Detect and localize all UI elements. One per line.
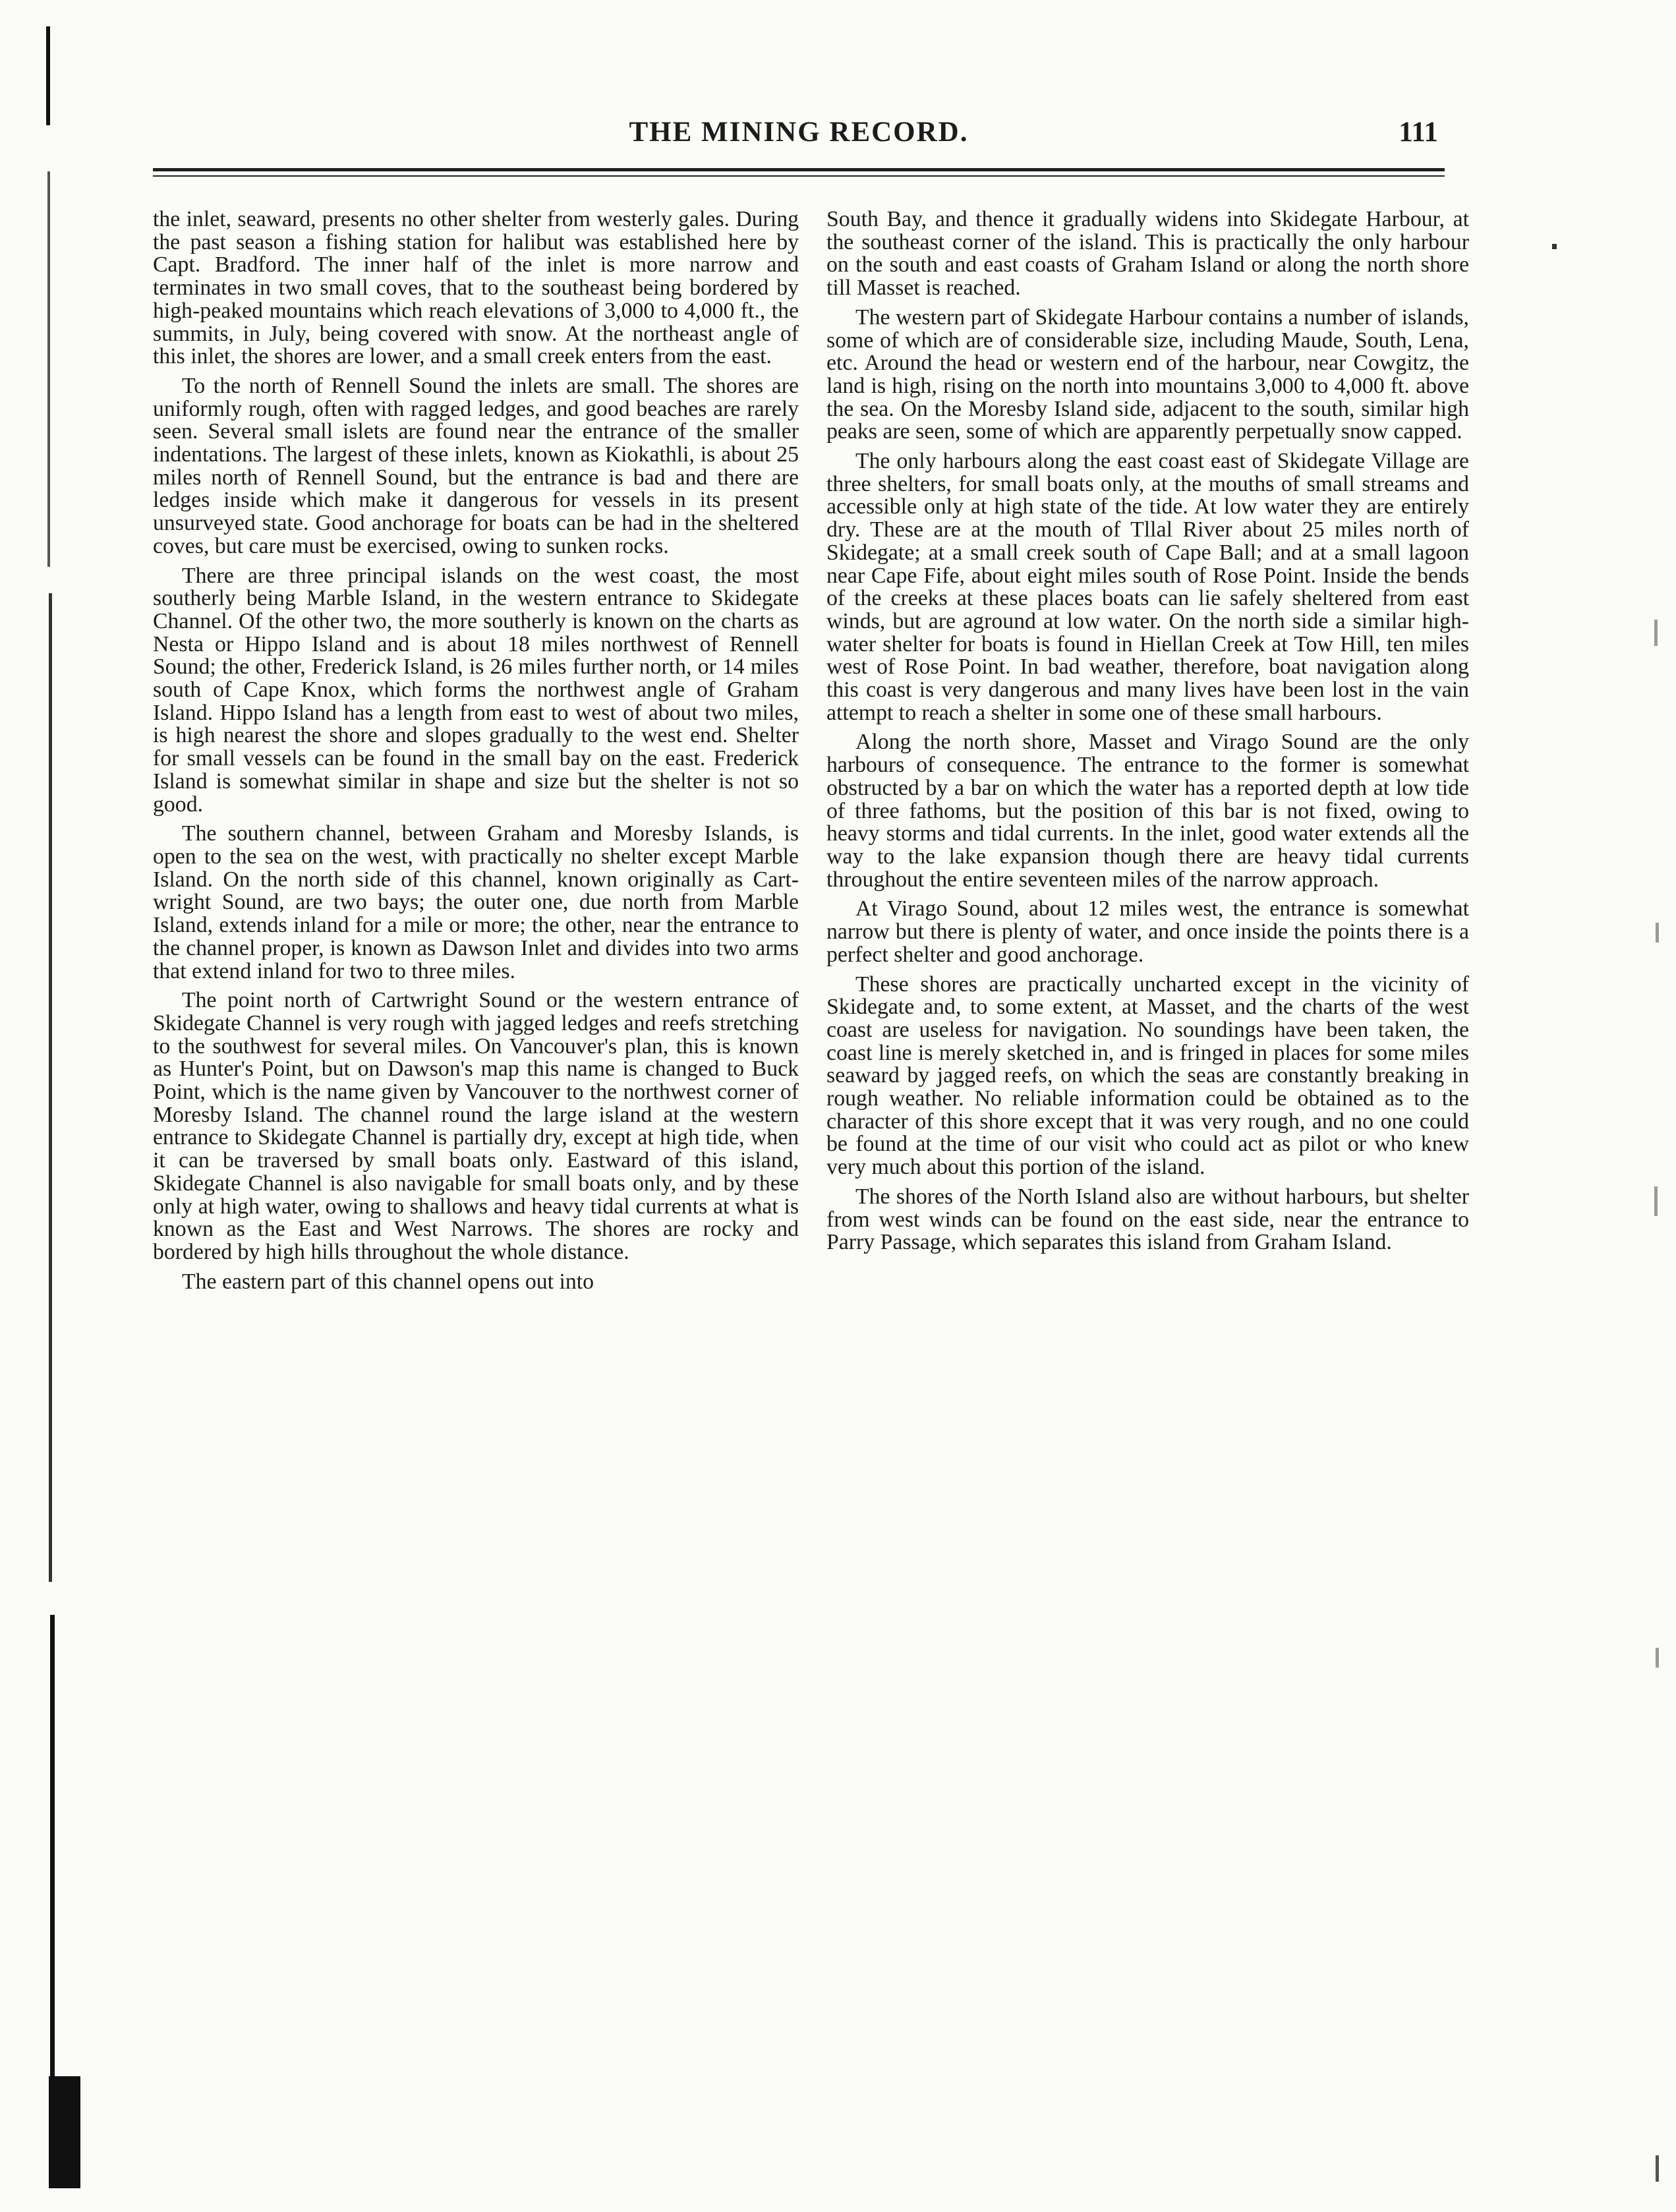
binding-line-lower <box>50 1615 55 2076</box>
binding-line-upper <box>47 171 50 567</box>
paragraph: Along the north shore, Masset and Virago Sound are the only harbours of consequence. The entrance to the former is somewhat obstructed by a bar on which the water has a reported depth at low tide of three fathoms, but the position of this bar is not fixed, owing to heavy storms and tidal currents. In the inlet, good water extends all the way to the lake expansion though there are heavy tidal currents throughout the entire seventeen miles of the narrow approach. <box>826 730 1469 892</box>
scan-mark <box>1654 1186 1658 1216</box>
paragraph: the inlet, seaward, presents no other shelter from westerly gales. During the past season a fishing station for halibut was established here by Capt. Bradford. The inner half of the inlet is more narrow and terminates in two small coves, that to the southeast being bordered by high-peaked mountains which reach elevations of 3,000 to 4,000 ft., the summits, in July, being covered with snow. At the northeast angle of this inlet, the shores are lower, and a small creek enters from the east. <box>153 207 799 369</box>
paragraph: South Bay, and thence it gradually widens into Skidegate Harbour, at the southeast corner of the island. This is practically the only harbour on the south and east coasts of Graham Island or along the north shore till Masset is reached. <box>826 207 1469 301</box>
scan-mark <box>1656 2155 1659 2182</box>
binding-line-middle <box>49 593 52 1582</box>
scan-mark <box>1656 1648 1659 1668</box>
paragraph: To the north of Rennell Sound the inlets are small. The shores are uniformly rough, often with ragged ledges, and good beaches are rarely seen. Several small islets are found near the entrance of the smaller indentations. The largest of these inlets, known as Kiokathli, is about 25 miles north of Rennell Sound, but the entrance is bad and there are ledges inside which make it dangerous for vessels in its present unsurveyed state. Good anchorage for boats can be had in the sheltered coves, but care must be exercised, owing to sunken rocks. <box>153 373 799 558</box>
paragraph: The eastern part of this channel opens out into <box>182 1269 594 1294</box>
paragraph: At Virago Sound, about 12 miles west, the entrance is somewhat narrow but there is plenty of water, and once inside the points there is a perfect shelter and good anchorage. <box>826 896 1469 967</box>
paragraph: The southern channel, between Graham and Moresby Islands, is open to the sea on the west, with practically no shelter except Marble Island. On the north side of this channel, known originally as Cartwright Sound, are two bays; the outer one, due north from Marble Island, extends inland for a mile or more; the other, near the entrance to the channel proper, is known as Dawson Inlet and divides into two arms that extend inland for two to three miles. <box>153 821 799 983</box>
paragraph: The shores of the North Island also are without harbours, but shelter from west winds can be found on the east side, near the entrance to Parry Passage, which separates this island from Graham Island. <box>826 1184 1469 1255</box>
binding-line-top <box>46 26 50 125</box>
left-column <box>153 208 799 1300</box>
running-header <box>153 116 1445 162</box>
scan-mark <box>1654 620 1658 646</box>
page-number: 111 <box>1399 117 1438 148</box>
paragraph: These shores are practically uncharted except in the vicinity of Skidegate and, to some extent, at Masset, and the charts of the west coast are useless for navigation. No soundings have been taken, the coast line is merely sketched in, and is fringed in places for some miles seaward by jagged reefs, on which the seas are constantly breaking in rough weather. No reliable information could be obtained as to the character of this shore except that it was very rough, and no one could be found at the time of our visit who could act as pilot or who knew very much about this portion of the island. <box>826 972 1469 1180</box>
paragraph: The point north of Cartwright Sound or the western entrance of Skidegate Channel is very rough with jagged ledges and reefs stretching to the southwest for several miles. On Vancouver's plan, this is known as Hunter's Point, but on Dawson's map this name is changed to Buck Point, which is the name given by Vancouver to the northwest corner of Moresby Island. The channel round the large island at the western entrance to Skidegate Channel is partially dry, except at high tide, when it can be traversed by small boats only. Eastward of this island, Skidegate Channel is also navigable for small boats only, and by these only at high water, owing to shallows and heavy tidal currents at what is known as the East and West Narrows. The shores are rocky and bordered by high hills throughout the whole distance. <box>153 988 799 1264</box>
journal-title: THE MINING RECORD. <box>629 117 969 148</box>
header-rule-thin <box>153 175 1445 177</box>
paragraph: The only harbours along the east coast east of Skidegate Village are three shelters, for small boats only, at the mouths of small streams and accessible only at high state of the tide. At low water they are entirely dry. These are at the mouth of Tllal River about 25 miles north of Skidegate; at a small creek south of Cape Ball; and at a small lagoon near Cape Fife, about eight miles south of Rose Point. Inside the bends of the creeks at these places boats can lie safely sheltered from east winds, but are aground at low water. On the north side a similar high-water shelter for boats is found in Hiellan Creek at Tow Hill, ten miles west of Rose Point. In bad weather, therefore, boat navigation along this coast is very dangerous and many lives have been lost in the vain attempt to reach a shelter in some one of these small harbours. <box>826 449 1469 725</box>
scan-mark <box>1552 244 1557 249</box>
binding-blot <box>49 2076 80 2188</box>
header-rule-thick <box>153 168 1445 171</box>
right-column <box>826 208 1469 1261</box>
scan-mark <box>1656 923 1659 943</box>
paragraph: The western part of Skidegate Harbour contains a number of islands, some of which are of considerable size, including Maude, South, Lena, etc. Around the head or western end of the harbour, near Cowgitz, the land is high, rising on the north into mountains 3,000 to 4,000 ft. above the sea. On the Moresby Island side, adjacent to the south, similar high peaks are seen, some of which are apparently perpetually snow capped. <box>826 305 1469 444</box>
scan-binding-edge <box>0 0 86 2212</box>
paragraph: There are three principal islands on the west coast, the most southerly being Marble Island, in the western entrance to Skidegate Channel. Of the other two, the more southerly is known on the charts as Nesta or Hippo Island and is about 18 miles northwest of Rennell Sound; the other, Frederick Island, is 26 miles further north, or 14 miles south of Cape Knox, which forms the northwest angle of Graham Island. Hippo Island has a length from east to west of about two miles, is high nearest the shore and slopes gradually to the west end. Shelter for small vessels can be found in the small bay on the east. Frederick Island is somewhat similar in shape and size but the shelter is not so good. <box>153 563 799 817</box>
